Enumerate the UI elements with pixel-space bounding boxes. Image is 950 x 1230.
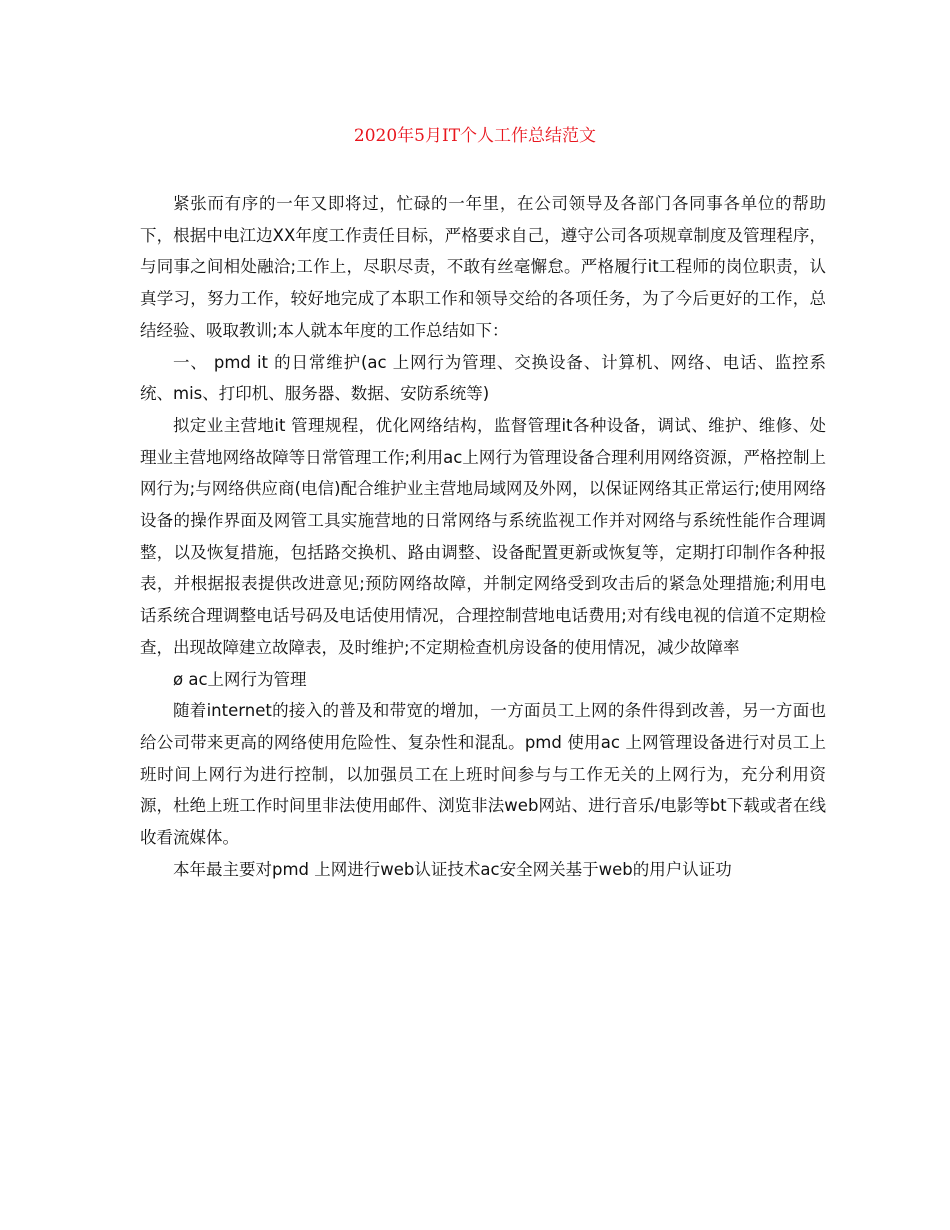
paragraph-intro: 紧张而有序的一年又即将过，忙碌的一年里，在公司领导及各部门各同事各单位的帮助下，根据中电江边XX年度工作责任目标，严格要求自己，遵守公司各项规章制度及管理程序，与同事之间相处融洽;工作上，尽职尽责，不敢有丝毫懈怠。严格履行it工程师的岗位职责，认真学习，努力工作，较好地完成了本职工作和领导交给的各项任务，为了今后更好的工作，总结经验、吸取教训;本人就本年度的工作总结如下： bbox=[140, 194, 826, 340]
document-body bbox=[140, 188, 826, 885]
paragraph-web-auth: 本年最主要对pmd 上网进行web认证技术ac安全网关基于web的用户认证功 bbox=[173, 859, 732, 879]
paragraph-maintenance: 拟定业主营地it 管理规程，优化网络结构，监督管理it各种设备，调试、维护、维修、处理业主营地网络故障等日常管理工作;利用ac上网行为管理设备合理利用网络资源，严格控制上网行为;与网络供应商(电信)配合维护业主营地局域网及外网，以保证网络其正常运行;使用网络设备的操作界面及网管工具实施营地的日常网络与系统监视工作并对网络与系统性能作合理调整，以及恢复措施，包括路交换机、路由调整、设备配置更新或恢复等，定期打印制作各种报表，并根据报表提供改进意见;预防网络故障，并制定网络受到攻击后的紧急处理措施;利用电话系统合理调整电话号码及电话使用情况，合理控制营地电话费用;对有线电视的信道不定期检查，出现故障建立故障表，及时维护;不定期检查机房设备的使用情况，减少故障率 bbox=[140, 415, 826, 657]
paragraph-section-heading: 一、 pmd it 的日常维护(ac 上网行为管理、交换设备、计算机、网络、电话、监控系统、mis、打印机、服务器、数据、安防系统等) bbox=[140, 352, 826, 404]
paragraph-bullet-ac: ø ac上网行为管理 bbox=[173, 669, 307, 689]
paragraph-internet: 随着internet的接入的普及和带宽的增加，一方面员工上网的条件得到改善，另一方面也给公司带来更高的网络使用危险性、复杂性和混乱。pmd 使用ac 上网管理设备进行对员工上班时间上网行为进行控制，以加强员工在上班时间参与与工作无关的上网行为，充分利用资源，杜绝上班工作时间里非法使用邮件、浏览非法web网站、进行音乐/电影等bt下载或者在线收看流媒体。 bbox=[140, 701, 826, 848]
document-title: 2020年5月IT个人工作总结范文 bbox=[353, 126, 597, 146]
